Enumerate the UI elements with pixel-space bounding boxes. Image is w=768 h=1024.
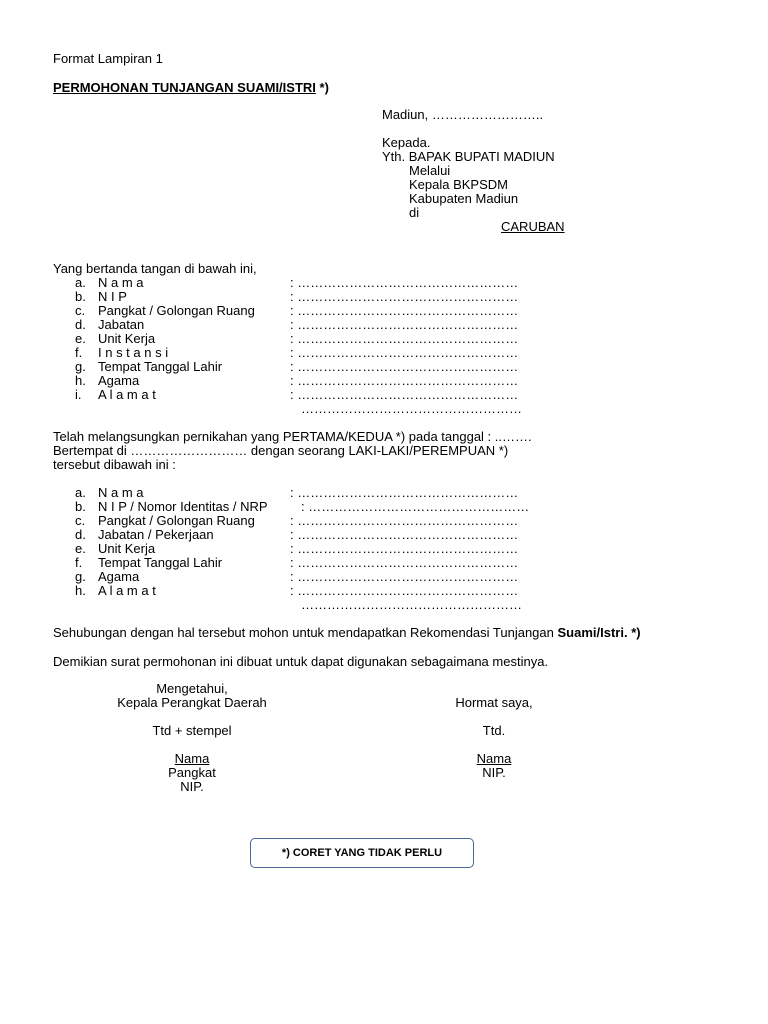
- place-date: Madiun, ……………………..: [382, 107, 544, 122]
- sign-right-nip: NIP.: [482, 765, 506, 780]
- request-bold-text: Suami/Istri. *): [557, 625, 641, 640]
- sign-left-rank: Pangkat: [168, 765, 216, 780]
- applicant-intro: Yang bertanda tangan di bawah ini,: [53, 261, 257, 276]
- document-title: [53, 81, 329, 95]
- document-title-note: *): [315, 80, 329, 95]
- recipient-to: Kepada.: [382, 135, 431, 150]
- recipient-at: di: [409, 205, 420, 220]
- marriage-line-2: Bertempat di ……………………… dengan seorang LAKI-LAKI/PEREMPUAN *): [53, 443, 509, 458]
- statement-paragraph: Demikian surat permohonan ini dibuat untuk dapat digunakan sebagaimana mestinya.: [53, 654, 549, 669]
- marriage-line-3: tersebut dibawah ini :: [53, 457, 176, 472]
- format-label: Format Lampiran 1: [53, 51, 163, 66]
- sign-left-nip: NIP.: [180, 779, 204, 794]
- recipient-city: CARUBAN: [501, 219, 565, 234]
- request-paragraph: [53, 626, 641, 640]
- recipient-office: Kepala BKPSDM: [409, 177, 508, 192]
- recipient-regency: Kabupaten Madiun: [409, 191, 519, 206]
- sign-left-signature: Ttd + stempel: [152, 723, 232, 738]
- sign-right-name: Nama: [476, 751, 512, 766]
- strike-note-box: [250, 838, 474, 868]
- strike-note-text: *) CORET YANG TIDAK PERLU: [281, 847, 443, 859]
- marriage-line-1: Telah melangsungkan pernikahan yang PERTAMA/KEDUA *) pada tanggal : ..…….: [53, 429, 532, 444]
- document-title-text: PERMOHONAN TUNJANGAN SUAMI/ISTRI: [53, 80, 316, 95]
- sign-right-greeting: Hormat saya,: [455, 695, 533, 710]
- request-text: Sehubungan dengan hal tersebut mohon untuk mendapatkan Rekomendasi Tunjangan: [53, 625, 558, 640]
- sign-left-known: Mengetahui,: [156, 681, 228, 696]
- sign-left-role: Kepala Perangkat Daerah: [117, 695, 267, 710]
- sign-left-name: Nama: [174, 751, 210, 766]
- recipient-via: Melalui: [409, 163, 451, 178]
- sign-right-signature: Ttd.: [482, 723, 506, 738]
- recipient-name: Yth. BAPAK BUPATI MADIUN: [382, 149, 555, 164]
